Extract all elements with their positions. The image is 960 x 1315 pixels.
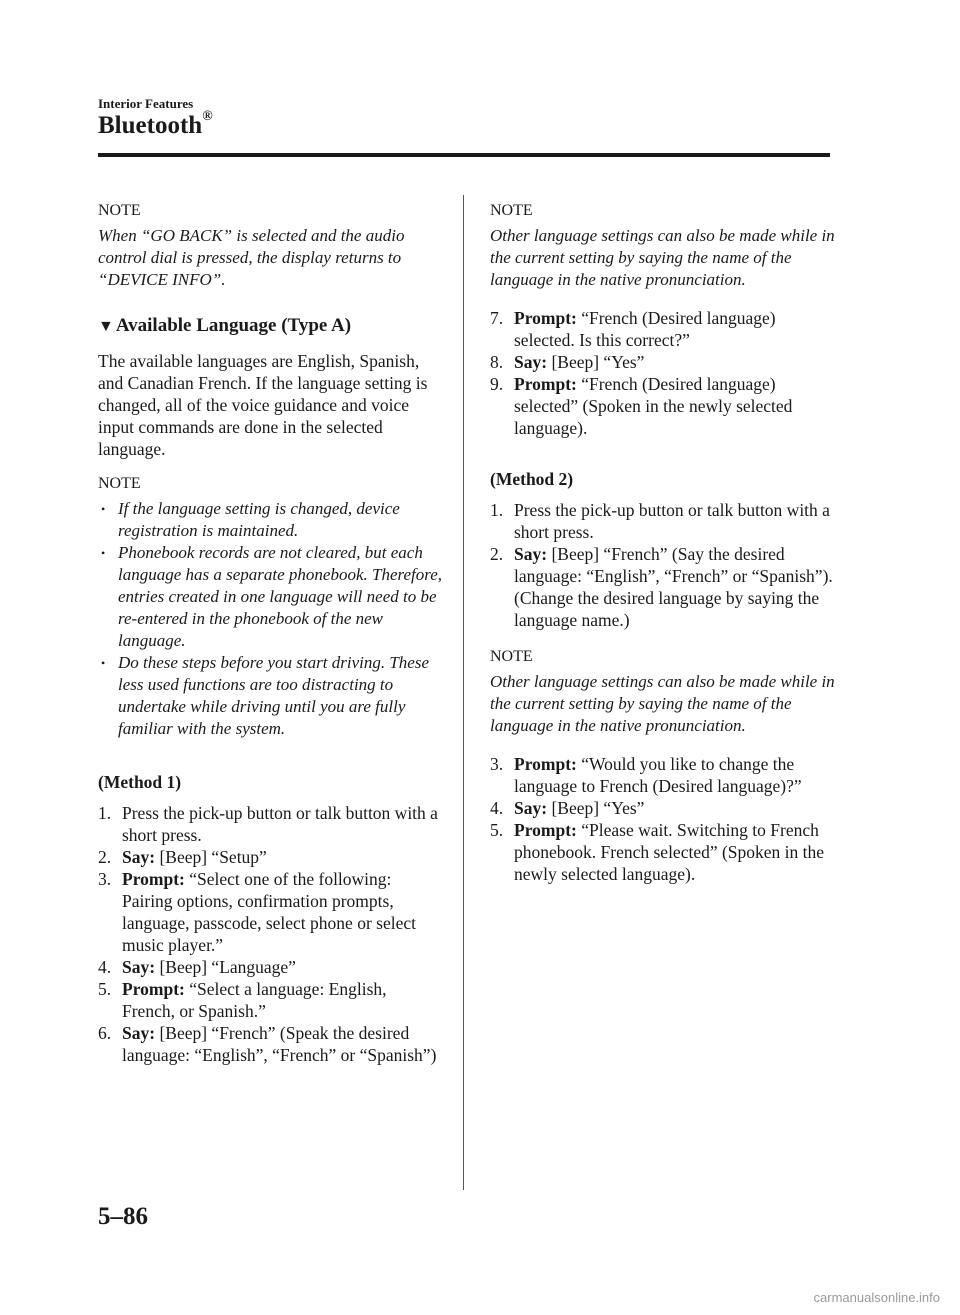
step-text: [Beep] “Setup” xyxy=(159,847,267,867)
step-number: 2. xyxy=(98,847,112,867)
method-2-steps-continued xyxy=(490,753,835,885)
note-label: NOTE xyxy=(98,202,141,219)
bullet-icon: • xyxy=(101,546,106,560)
list-item xyxy=(98,542,443,652)
step-label: Prompt: xyxy=(514,754,577,774)
step-label: Say: xyxy=(122,957,156,977)
section-label: Interior Features xyxy=(98,96,194,111)
step-label: Prompt: xyxy=(514,308,577,328)
list-item xyxy=(490,543,835,631)
step-number: 8. xyxy=(490,352,504,372)
list-item xyxy=(490,797,835,819)
step-label: Say: xyxy=(122,847,156,867)
step-number: 1. xyxy=(98,803,112,823)
step-label: Say: xyxy=(514,798,548,818)
step-text: “French (Desired language) selected. Is this correct?” xyxy=(514,308,776,350)
section-heading-text: Available Language (Type A) xyxy=(115,315,352,336)
step-text: Press the pick-up button or talk button with a short press. xyxy=(514,500,830,542)
step-number: 5. xyxy=(98,979,112,999)
list-item xyxy=(490,373,835,439)
header-rule xyxy=(98,153,830,157)
step-number: 7. xyxy=(490,308,504,328)
page-number: 5–86 xyxy=(98,1203,148,1230)
list-item xyxy=(98,846,443,868)
page-title-text: Bluetooth xyxy=(98,112,203,139)
step-text: “Would you like to change the language to French (Desired language)?” xyxy=(514,754,802,796)
method-2-title: (Method 2) xyxy=(490,469,574,489)
method-1-title: (Method 1) xyxy=(98,772,182,792)
step-label: Prompt: xyxy=(514,374,577,394)
list-item xyxy=(98,1022,443,1066)
list-item xyxy=(490,351,835,373)
step-number: 2. xyxy=(490,544,504,564)
method-2-steps xyxy=(490,499,835,631)
note-text: When “GO BACK” is selected and the audio control dial is pressed, the display returns to “DEVICE INFO”. xyxy=(98,226,405,289)
left-column xyxy=(98,199,443,1066)
right-column xyxy=(490,199,835,885)
page-title xyxy=(98,108,213,140)
step-label: Prompt: xyxy=(122,869,185,889)
list-item xyxy=(98,868,443,956)
step-text: [Beep] “Yes” xyxy=(551,798,645,818)
step-number: 5. xyxy=(490,820,504,840)
bullet-text: If the language setting is changed, device registration is maintained. xyxy=(118,499,400,540)
bullet-text: Do these steps before you start driving. These less used functions are too distracting to undertake while driving until you are fully familiar with the system. xyxy=(118,653,429,738)
step-text: “Select one of the following: Pairing options, confirmation prompts, language, passcode, select phone or select music player.” xyxy=(122,869,416,955)
list-item xyxy=(490,499,835,543)
step-number: 4. xyxy=(490,798,504,818)
list-item xyxy=(490,307,835,351)
bullet-text: Phonebook records are not cleared, but each language has a separate phonebook. Therefore, entries created in one language will need to be re-entered in the phonebook of the new language. xyxy=(118,543,443,650)
step-number: 6. xyxy=(98,1023,112,1043)
section-heading xyxy=(98,313,443,340)
step-label: Say: xyxy=(514,544,548,564)
list-item xyxy=(490,753,835,797)
method-1-steps-continued xyxy=(490,307,835,439)
step-text: [Beep] “French” (Say the desired language: “English”, “French” or “Spanish”). (Change the desired language by saying the language name.) xyxy=(514,544,833,630)
note-bullet-list xyxy=(98,498,443,740)
note-text: Other language settings can also be made while in the current setting by saying the name of the language in the native pronunciation. xyxy=(490,672,835,735)
list-item xyxy=(98,652,443,740)
step-label: Say: xyxy=(514,352,548,372)
note-label: NOTE xyxy=(98,475,141,492)
step-label: Prompt: xyxy=(514,820,577,840)
step-text: “Please wait. Switching to French phonebook. French selected” (Spoken in the newly selected language). xyxy=(514,820,825,884)
step-number: 3. xyxy=(490,754,504,774)
column-divider xyxy=(463,195,464,1190)
intro-paragraph: The available languages are English, Spanish, and Canadian French. If the language setting is changed, all of the voice guidance and voice input commands are done in the selected language. xyxy=(98,351,428,459)
bullet-icon: • xyxy=(101,502,106,516)
step-text: “Select a language: English, French, or Spanish.” xyxy=(122,979,387,1021)
method-1-steps xyxy=(98,802,443,1066)
list-item xyxy=(98,802,443,846)
list-item xyxy=(98,498,443,542)
step-text: [Beep] “French” (Speak the desired language: “English”, “French” or “Spanish”) xyxy=(122,1023,437,1065)
list-item xyxy=(490,819,835,885)
step-label: Prompt: xyxy=(122,979,185,999)
step-number: 3. xyxy=(98,869,112,889)
triangle-marker-icon: ▼ xyxy=(98,318,114,335)
list-item xyxy=(98,956,443,978)
bullet-icon: • xyxy=(101,656,106,670)
note-label: NOTE xyxy=(490,648,533,665)
list-item xyxy=(98,978,443,1022)
step-text: Press the pick-up button or talk button with a short press. xyxy=(122,803,438,845)
step-label: Say: xyxy=(122,1023,156,1043)
registered-mark: ® xyxy=(202,108,213,124)
note-text: Other language settings can also be made while in the current setting by saying the name of the language in the native pronunciation. xyxy=(490,226,835,289)
note-label: NOTE xyxy=(490,202,533,219)
step-number: 4. xyxy=(98,957,112,977)
step-number: 1. xyxy=(490,500,504,520)
step-text: “French (Desired language) selected” (Spoken in the newly selected language). xyxy=(514,374,793,438)
step-number: 9. xyxy=(490,374,504,394)
step-text: [Beep] “Yes” xyxy=(551,352,645,372)
watermark: carmanualsonline.info xyxy=(813,1290,940,1305)
step-text: [Beep] “Language” xyxy=(159,957,296,977)
